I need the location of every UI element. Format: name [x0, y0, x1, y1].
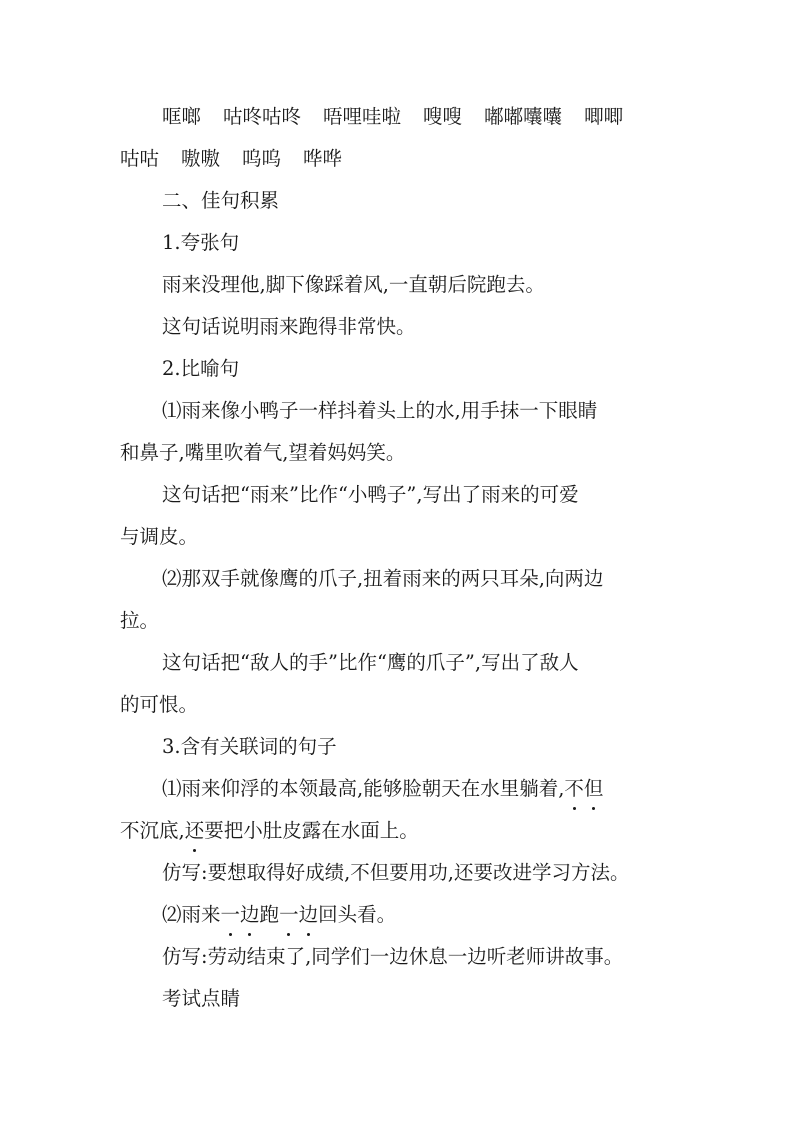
word: 哐啷 [162, 105, 202, 128]
text: ⑴雨来仰浮的本领最高,能够脸朝天在水里躺着, [162, 777, 565, 800]
word: 嘟嘟囔囔 [484, 105, 563, 128]
sentence-hyperbole: 雨来没理他,脚下像踩着风,一直朝后院跑去。 [162, 273, 545, 296]
emphasized-char: 边 [240, 901, 260, 929]
heading-conjunctions: 3.含有关联词的句子 [162, 735, 337, 758]
word: 嗷嗷 [181, 147, 221, 170]
emphasized-char: 不 [564, 775, 584, 803]
text: 要把小肚皮露在水面上。 [204, 819, 419, 842]
word: 唧唧 [584, 105, 624, 128]
word: 咕咚咕咚 [223, 105, 302, 128]
sentence-conjunction-1-line-2 [120, 817, 690, 845]
onomatopoeia-line-1 [162, 103, 732, 131]
sentence-metaphor-1-line-1: ⑴雨来像小鸭子一样抖着头上的水,用手抹一下眼睛 [162, 399, 598, 422]
text: 回头看。 [318, 903, 397, 926]
word: 咕咕 [120, 147, 160, 170]
emphasized-char: 还 [185, 817, 205, 845]
sentence-metaphor-2-line-2: 拉。 [120, 609, 160, 632]
text: 不沉底, [120, 819, 185, 842]
note-metaphor-1-line-2: 与调皮。 [120, 525, 199, 548]
sentence-conjunction-2 [162, 901, 732, 929]
emphasized-char: 但 [584, 775, 604, 803]
imitation-2: 仿写:劳动结束了,同学们一边休息一边听老师讲故事。 [162, 945, 624, 968]
word: 呜呜 [242, 147, 282, 170]
note-metaphor-2-line-2: 的可恨。 [120, 693, 199, 716]
heading-hyperbole: 1.夸张句 [162, 231, 240, 254]
word: 嗖嗖 [423, 105, 463, 128]
section-heading: 二、佳句积累 [162, 189, 280, 212]
sentence-conjunction-1-line-1 [162, 775, 732, 803]
heading-metaphor: 2.比喻句 [162, 357, 240, 380]
onomatopoeia-line-2 [120, 145, 690, 173]
word: 哗哗 [303, 147, 343, 170]
emphasized-char: 一 [221, 901, 241, 929]
note-metaphor-2-line-1: 这句话把“敌人的手”比作“鹰的爪子”,写出了敌人 [162, 651, 579, 674]
exam-heading: 考试点睛 [162, 987, 241, 1010]
text: 跑 [259, 903, 280, 926]
word: 唔哩哇啦 [323, 105, 402, 128]
sentence-metaphor-2-line-1: ⑵那双手就像鹰的爪子,扭着雨来的两只耳朵,向两边 [162, 567, 604, 590]
imitation-1: 仿写:要想取得好成绩,不但要用功,还要改进学习方法。 [162, 861, 630, 884]
emphasized-char: 边 [299, 901, 319, 929]
note-metaphor-1-line-1: 这句话把“雨来”比作“小鸭子”,写出了雨来的可爱 [162, 483, 579, 506]
text: ⑵雨来 [162, 903, 221, 926]
note-hyperbole: 这句话说明雨来跑得非常快。 [162, 315, 416, 338]
sentence-metaphor-1-line-2: 和鼻子,嘴里吹着气,望着妈妈笑。 [120, 441, 406, 464]
emphasized-char: 一 [279, 901, 299, 929]
